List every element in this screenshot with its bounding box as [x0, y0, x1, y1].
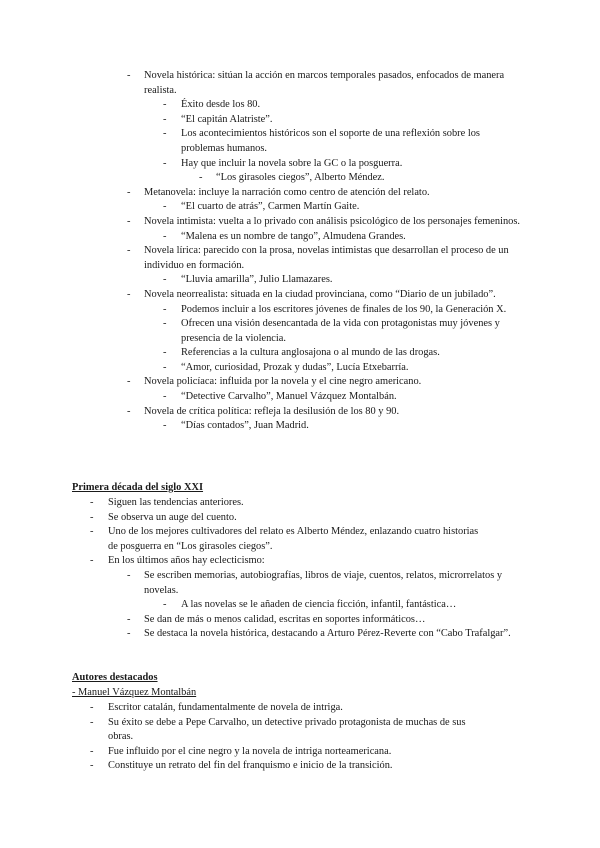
list-item-text: Éxito desde los 80.: [181, 99, 261, 111]
list-item-text: Novela policíaca: influida por la novela y el cine negro americano.: [144, 376, 422, 388]
list-item-text: Los acontecimientos históricos son el soporte de una reflexión sobre los problemas humanos.: [181, 128, 480, 154]
bullet-dash-icon: -: [127, 405, 131, 417]
list-item-text: Podemos incluir a los escritores jóvenes de finales de los 90, la Generación X.: [181, 303, 507, 315]
list-item-text: Metanovela: incluye la narración como centro de atención del relato.: [144, 186, 430, 198]
primera-decada-list: [0, 496, 600, 642]
bullet-dash-icon: -: [90, 760, 94, 772]
list-item-text: Se destaca la novela histórica, destacando a Arturo Pérez-Reverte con “Cabo Trafalgar”.: [144, 628, 511, 640]
bullet-dash-icon: -: [90, 555, 94, 567]
bullet-dash-icon: -: [163, 274, 167, 286]
list-item-text: Novela de crítica política: refleja la desilusión de los 80 y 90.: [144, 405, 400, 417]
list-item: [0, 244, 522, 273]
bullet-dash-icon: -: [127, 613, 131, 625]
bullet-dash-icon: -: [127, 70, 131, 81]
bullet-dash-icon: -: [163, 230, 167, 242]
list-item: [0, 419, 525, 434]
list-item-text: En los últimos años hay eclecticismo:: [108, 555, 265, 567]
bullet-dash-icon: -: [163, 128, 167, 140]
list-item-text: Se escriben memorias, autobiografías, libros de viaje, cuentos, relatos, microrrelatos y novelas.: [144, 569, 503, 596]
bullet-dash-icon: -: [163, 99, 167, 111]
list-item: [0, 496, 488, 511]
bullet-dash-icon: -: [163, 157, 167, 169]
list-item-text: Se dan de más o menos calidad, escritas en soportes informáticos…: [144, 613, 426, 625]
list-item: [0, 157, 525, 172]
list-item-text: Se observa un auge del cuento.: [108, 511, 237, 523]
list-item-text: Escritor catalán, fundamentalmente de novela de intriga.: [108, 702, 343, 713]
list-item: [0, 525, 488, 554]
bullet-dash-icon: -: [90, 745, 94, 757]
list-item: [0, 317, 525, 346]
list-item-text: Novela lírica: parecido con la prosa, novelas intimistas que desarrollan el proceso de un individuo en formación.: [144, 245, 509, 271]
section-title-primera-decada: Primera década del siglo XXI: [72, 482, 204, 493]
novel-types-list: [0, 69, 600, 434]
bullet-dash-icon: -: [163, 420, 167, 432]
list-item: [0, 759, 488, 774]
list-item-text: Constituye un retrato del fin del franquismo e inicio de la transición.: [108, 760, 393, 772]
list-item: [0, 171, 516, 186]
list-item: [0, 303, 525, 318]
list-item: [0, 98, 525, 113]
author-subtitle: - Manuel Vázquez Montalbán: [72, 687, 197, 698]
bullet-dash-icon: -: [90, 702, 94, 713]
list-item-text: “Los girasoles ciegos”, Alberto Méndez.: [216, 172, 385, 184]
list-item-text: Siguen las tendencias anteriores.: [108, 497, 244, 508]
bullet-dash-icon: -: [127, 288, 131, 300]
bullet-dash-icon: -: [90, 526, 94, 538]
list-item-text: “Días contados”, Juan Madrid.: [181, 420, 309, 432]
list-item: [0, 288, 522, 303]
bullet-dash-icon: -: [163, 201, 167, 213]
list-item-text: “Amor, curiosidad, Prozak y dudas”, Lucía Etxebarría.: [181, 361, 409, 373]
bullet-dash-icon: -: [127, 215, 131, 227]
list-item-text: Hay que incluir la novela sobre la GC o la posguerra.: [181, 157, 403, 169]
bullet-dash-icon: -: [127, 569, 131, 581]
bullet-dash-icon: -: [199, 172, 203, 184]
list-item: [0, 598, 525, 613]
bullet-dash-icon: -: [90, 511, 94, 523]
list-item-text: Novela neorrealista: situada en la ciudad provinciana, como “Diario de un jubilado”.: [144, 288, 496, 300]
bullet-dash-icon: -: [163, 361, 167, 373]
list-item: [0, 569, 522, 598]
list-item-text: Referencias a la cultura anglosajona o al mundo de las drogas.: [181, 347, 440, 359]
list-item: [0, 186, 522, 201]
bullet-dash-icon: -: [90, 716, 94, 728]
list-item-text: “Lluvia amarilla”, Julio Llamazares.: [181, 274, 333, 286]
list-item: [0, 375, 522, 390]
list-item-text: Novela intimista: vuelta a lo privado con análisis psicológico de los personajes femeninos.: [144, 215, 520, 227]
autores-list: [0, 701, 600, 774]
list-item: [0, 390, 525, 405]
bullet-dash-icon: -: [90, 497, 94, 508]
list-item-text: “Detective Carvalho”, Manuel Vázquez Montalbán.: [181, 391, 397, 403]
list-item: [0, 273, 525, 288]
section-title-autores: Autores destacados: [72, 672, 158, 683]
list-item-text: A las novelas se le añaden de ciencia ficción, infantil, fantástica…: [181, 599, 457, 611]
list-item: [0, 613, 522, 628]
list-item: [0, 113, 525, 128]
list-item: [0, 230, 525, 245]
list-item: [0, 200, 525, 215]
list-item: [0, 511, 488, 526]
list-item: [0, 716, 488, 745]
bullet-dash-icon: -: [127, 628, 131, 640]
list-item-text: “Malena es un nombre de tango”, Almudena Grandes.: [181, 230, 406, 242]
list-item: [0, 215, 522, 230]
bullet-dash-icon: -: [127, 245, 131, 257]
list-item-text: “El capitán Alatriste”.: [181, 113, 273, 125]
list-item: [0, 627, 522, 642]
bullet-dash-icon: -: [163, 303, 167, 315]
bullet-dash-icon: -: [163, 347, 167, 359]
list-item-text: Novela histórica: sitúan la acción en marcos temporales pasados, enfocados de manera realista.: [144, 70, 505, 96]
bullet-dash-icon: -: [163, 318, 167, 330]
list-item-text: “El cuarto de atrás”, Carmen Martín Gaite.: [181, 201, 360, 213]
bullet-dash-icon: -: [127, 376, 131, 388]
list-item-text: Ofrecen una visión desencantada de la vida con protagonistas muy jóvenes y presencia de la violencia.: [181, 318, 500, 344]
list-item-text: Su éxito se debe a Pepe Carvalho, un detective privado protagonista de muchas de sus obras.: [108, 716, 466, 743]
list-item: [0, 554, 488, 569]
list-item: [0, 361, 525, 376]
list-item: [0, 405, 522, 420]
list-item: [0, 69, 522, 98]
list-item: [0, 127, 525, 156]
list-item: [0, 701, 488, 716]
bullet-dash-icon: -: [163, 391, 167, 403]
list-item-text: Uno de los mejores cultivadores del relato es Alberto Méndez, enlazando cuatro historias de posguerra en “Los girasoles ciegos”.: [108, 526, 479, 552]
list-item-text: Fue influido por el cine negro y la novela de intriga norteamericana.: [108, 745, 392, 757]
bullet-dash-icon: -: [163, 113, 167, 125]
bullet-dash-icon: -: [127, 186, 131, 198]
list-item: [0, 346, 525, 361]
list-item: [0, 745, 488, 760]
bullet-dash-icon: -: [163, 599, 167, 611]
